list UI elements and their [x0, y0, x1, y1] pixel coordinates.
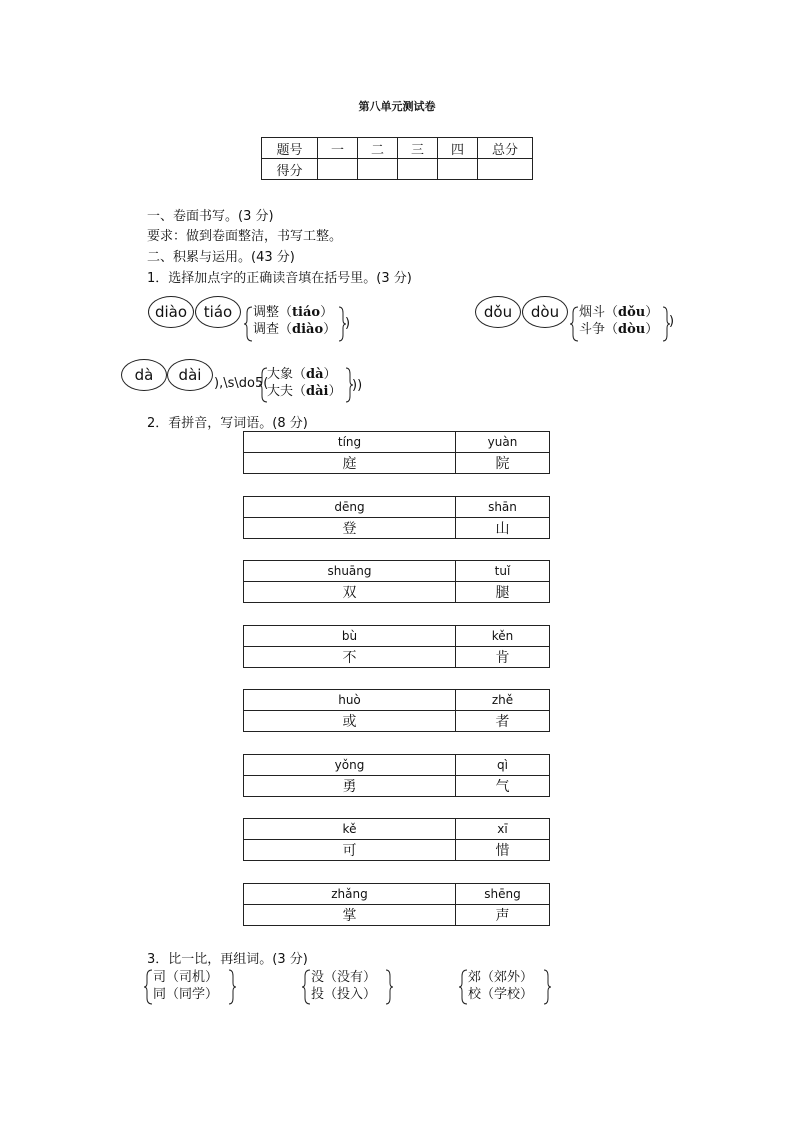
character-answer-cell[interactable]: 勇: [244, 776, 456, 797]
score-header-cell: 总分: [478, 138, 533, 159]
answer-pinyin[interactable]: tiáo: [292, 305, 321, 320]
character-answer-cell[interactable]: 院: [456, 453, 550, 474]
character-answer-cell[interactable]: 双: [244, 582, 456, 603]
score-header-cell: 题号: [262, 138, 318, 159]
pinyin-option-oval: diào: [148, 296, 194, 328]
right-brace-icon: [228, 969, 236, 1005]
pinyin-option-oval: dòu: [522, 296, 568, 328]
right-brace-icon: [385, 969, 393, 1005]
character-answer-cell[interactable]: 气: [456, 776, 550, 797]
pinyin-cell: yuàn: [456, 432, 550, 453]
score-blank-cell[interactable]: [358, 159, 398, 180]
q1-word-line: [267, 366, 341, 383]
answer-pinyin[interactable]: dǒu: [618, 305, 646, 320]
score-header-cell: 四: [438, 138, 478, 159]
score-header-cell: 一: [318, 138, 358, 159]
character-answer-cell[interactable]: 山: [456, 518, 550, 539]
pinyin-row: [244, 497, 550, 518]
close-paren: ）: [323, 367, 337, 382]
question-1-prompt: 1．选择加点字的正确读音填在括号里。(3 分): [147, 271, 412, 286]
word-text: 大象（: [267, 367, 307, 382]
section-two-heading: 二、积累与运用。(43 分): [147, 250, 295, 265]
score-header-cell: 二: [358, 138, 398, 159]
word-text: 调查（: [253, 322, 293, 337]
pinyin-cell: xī: [456, 819, 550, 840]
pinyin-word-table: [243, 818, 550, 861]
pinyin-word-table: [243, 689, 550, 732]
field-code-text: ),\s\do5(: [214, 376, 269, 391]
word-text: 调整（: [253, 305, 293, 320]
pinyin-cell: tíng: [244, 432, 456, 453]
score-table: [261, 137, 533, 180]
close-paren: ）: [645, 322, 659, 337]
pinyin-cell: shān: [456, 497, 550, 518]
q1-word-line: [253, 321, 336, 338]
character-row: [244, 840, 550, 861]
character-answer-cell[interactable]: 惜: [456, 840, 550, 861]
stray-paren: )): [352, 378, 363, 393]
stray-paren: ): [669, 314, 675, 329]
score-blank-cell[interactable]: [318, 159, 358, 180]
question-3-prompt: 3．比一比，再组词。(3 分): [147, 952, 308, 967]
q3-word-line[interactable]: 同（同学）: [153, 987, 219, 1002]
score-blank-cell[interactable]: [398, 159, 438, 180]
pinyin-row: [244, 626, 550, 647]
character-answer-cell[interactable]: 登: [244, 518, 456, 539]
character-row: [244, 647, 550, 668]
character-row: [244, 711, 550, 732]
q1-word-line: [579, 304, 658, 321]
q3-word-line[interactable]: 郊（郊外）: [468, 970, 534, 985]
pinyin-row: [244, 432, 550, 453]
pinyin-cell: kěn: [456, 626, 550, 647]
pinyin-cell: dēng: [244, 497, 456, 518]
pinyin-row: [244, 755, 550, 776]
close-paren: ）: [323, 322, 337, 337]
pinyin-cell: yǒng: [244, 755, 456, 776]
pinyin-cell: huò: [244, 690, 456, 711]
q3-compare-group: [468, 969, 533, 1003]
answer-pinyin[interactable]: dà: [306, 367, 324, 382]
character-answer-cell[interactable]: 不: [244, 647, 456, 668]
pinyin-option-oval: dǒu: [475, 296, 521, 328]
pinyin-row: [244, 884, 550, 905]
score-blank-cell[interactable]: [478, 159, 533, 180]
score-header-row: [262, 138, 533, 159]
pinyin-option-oval: tiáo: [195, 296, 241, 328]
character-answer-cell[interactable]: 掌: [244, 905, 456, 926]
character-answer-cell[interactable]: 者: [456, 711, 550, 732]
question-2-prompt: 2．看拼音，写词语。(8 分): [147, 416, 308, 431]
section-one-requirement: 要求：做到卷面整洁，书写工整。: [147, 229, 343, 244]
pinyin-row: [244, 561, 550, 582]
score-blank-cell[interactable]: [438, 159, 478, 180]
pinyin-row: [244, 819, 550, 840]
pinyin-cell: shēng: [456, 884, 550, 905]
pinyin-word-table: [243, 625, 550, 668]
q1-word-line: [253, 304, 336, 321]
character-answer-cell[interactable]: 庭: [244, 453, 456, 474]
pinyin-word-table: [243, 560, 550, 603]
q1-word-line: [267, 383, 341, 400]
pinyin-cell: tuǐ: [456, 561, 550, 582]
q3-word-line[interactable]: 司（司机）: [153, 970, 219, 985]
q1-word-line: [579, 321, 658, 338]
score-value-row: [262, 159, 533, 180]
answer-pinyin[interactable]: dài: [306, 384, 329, 399]
score-header-cell: 三: [398, 138, 438, 159]
answer-pinyin[interactable]: diào: [292, 322, 324, 337]
pinyin-word-table: [243, 883, 550, 926]
close-paren: ）: [328, 384, 342, 399]
word-text: 烟斗（: [579, 305, 619, 320]
character-row: [244, 776, 550, 797]
q1-word-pair: [253, 304, 336, 338]
pinyin-option-oval: dài: [167, 359, 213, 391]
q3-compare-group: [311, 969, 376, 1003]
q3-compare-group: [153, 969, 218, 1003]
page-title: 第八单元测试卷: [358, 100, 436, 113]
pinyin-cell: qì: [456, 755, 550, 776]
pinyin-word-table: [243, 431, 550, 474]
pinyin-cell: kě: [244, 819, 456, 840]
character-answer-cell[interactable]: 声: [456, 905, 550, 926]
close-paren: ）: [645, 305, 659, 320]
character-answer-cell[interactable]: 或: [244, 711, 456, 732]
word-text: 斗争（: [579, 322, 619, 337]
pinyin-cell: bù: [244, 626, 456, 647]
pinyin-row: [244, 690, 550, 711]
right-brace-icon: [543, 969, 551, 1005]
section-one-heading: 一、卷面书写。(3 分): [147, 209, 274, 224]
character-answer-cell[interactable]: 可: [244, 840, 456, 861]
character-row: [244, 905, 550, 926]
character-row: [244, 453, 550, 474]
score-row-label: 得分: [262, 159, 318, 180]
pinyin-cell: zhǎng: [244, 884, 456, 905]
pinyin-cell: zhě: [456, 690, 550, 711]
answer-pinyin[interactable]: dòu: [618, 322, 646, 337]
character-answer-cell[interactable]: 腿: [456, 582, 550, 603]
q3-word-line[interactable]: 没（没有）: [311, 970, 377, 985]
pinyin-cell: shuāng: [244, 561, 456, 582]
close-paren: ）: [320, 305, 334, 320]
word-text: 大夫（: [267, 384, 307, 399]
character-row: [244, 518, 550, 539]
character-row: [244, 582, 550, 603]
q1-word-pair: [267, 366, 341, 400]
q3-word-line[interactable]: 投（投入）: [311, 987, 377, 1002]
pinyin-word-table: [243, 496, 550, 539]
stray-paren: ): [345, 316, 351, 331]
character-answer-cell[interactable]: 肯: [456, 647, 550, 668]
q3-word-line[interactable]: 校（学校）: [468, 987, 534, 1002]
pinyin-word-table: [243, 754, 550, 797]
q1-word-pair: [579, 304, 658, 338]
pinyin-option-oval: dà: [121, 359, 167, 391]
